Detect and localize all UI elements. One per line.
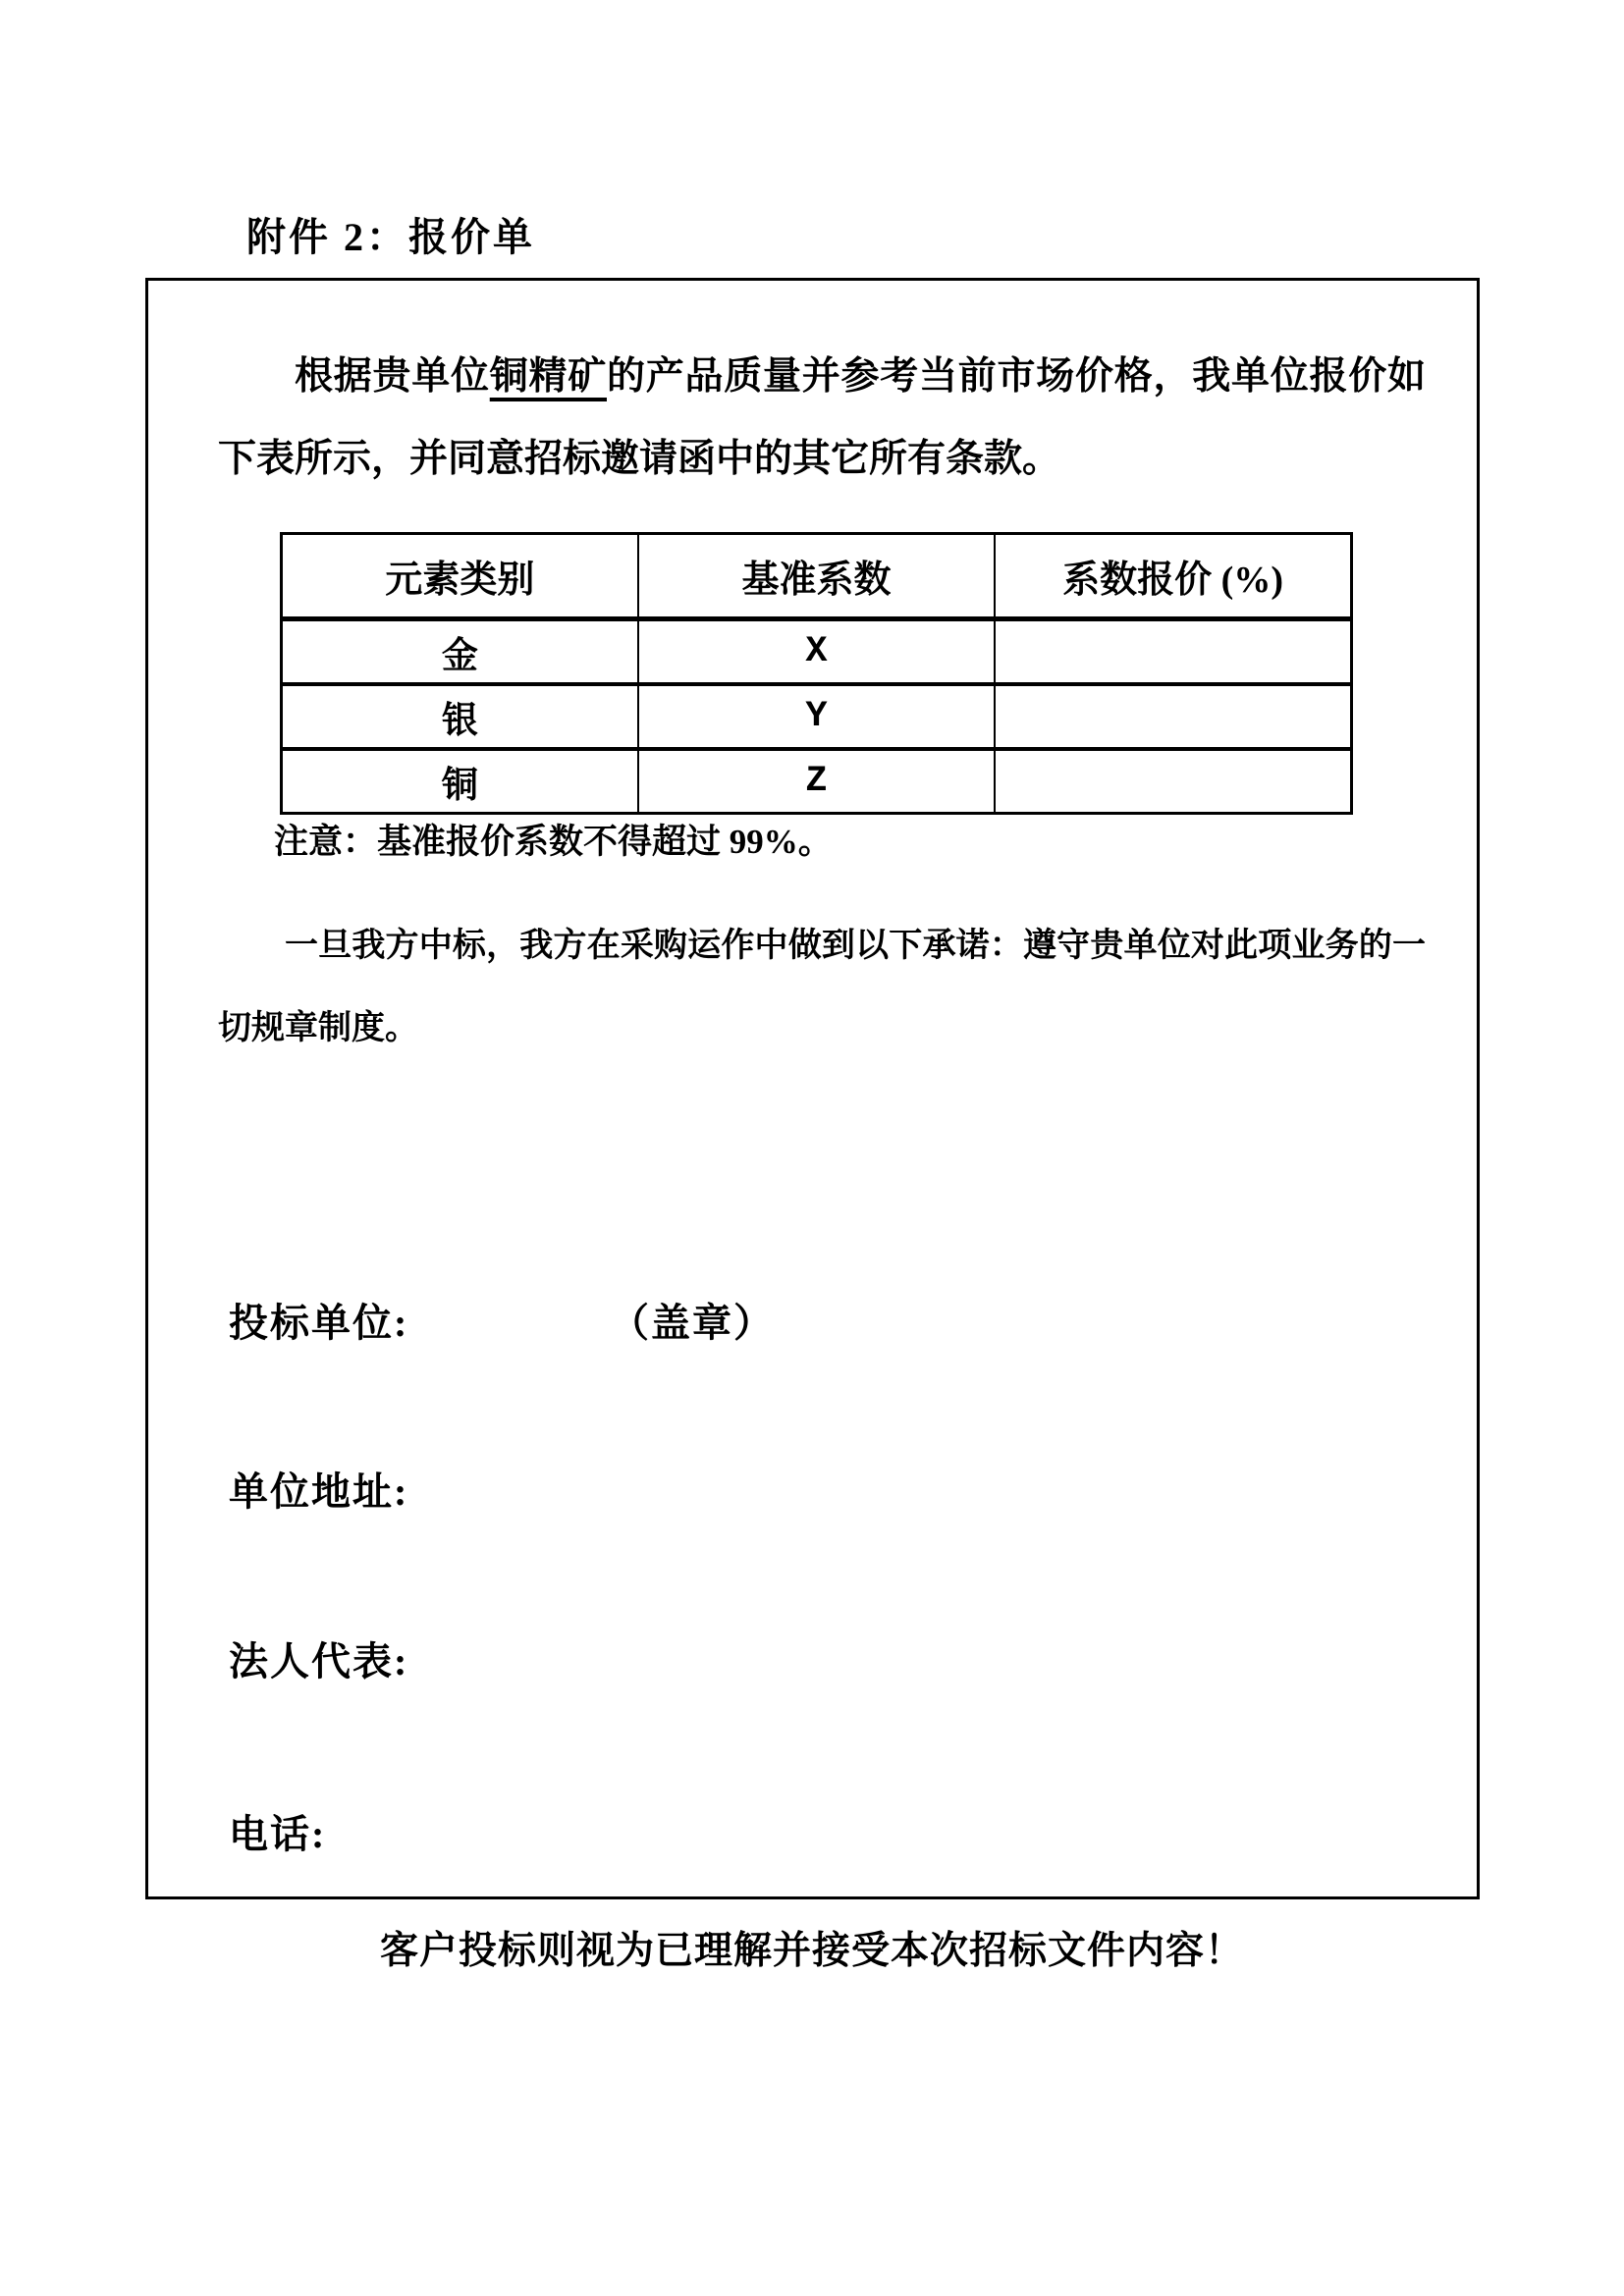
cell-coefficient-copper: Z [638,749,995,814]
cell-coefficient-silver: Y [638,684,995,749]
intro-underlined-term: 铜精矿 [489,355,607,398]
phone-label: 电话: [229,1812,327,1856]
seal-label: （盖章） [610,1301,775,1345]
intro-paragraph [218,336,1426,501]
bidder-unit-label: 投标单位: [229,1301,409,1345]
col-header-coefficient-quote: 系数报价 (%) [995,534,1351,619]
cell-element-gold: 金 [282,619,638,685]
quotation-table [280,532,1353,815]
col-header-base-coefficient: 基准系数 [638,534,995,619]
quotation-box [145,278,1480,1899]
legal-representative-label: 法人代表: [229,1639,409,1683]
cell-quote-copper [995,749,1351,814]
signature-bidder-line [229,1292,775,1348]
table-row-silver [282,684,1352,749]
col-header-element-category: 元素类别 [282,534,638,619]
cell-coefficient-gold: X [638,619,995,685]
table-header-row [282,534,1352,619]
unit-address-label: 单位地址: [229,1469,409,1514]
footer-note: 客户投标则视为已理解并接受本次招标文件内容！ [379,1930,1244,1972]
page-title: 附件 2：报价单 [246,215,535,259]
cell-quote-gold [995,619,1351,685]
commitment-paragraph: 一旦我方中标，我方在采购运作中做到以下承诺：遵守贵单位对此项业务的一切规章制度。 [218,928,1426,1046]
table-row-gold [282,619,1352,685]
intro-text-after: 的产品质量并参考当前市场价格，我单位报价如下表所示，并同意招标邀请函中的其它所有条款。 [218,355,1426,480]
cell-element-silver: 银 [282,684,638,749]
cell-element-copper: 铜 [282,749,638,814]
intro-text-before: 根据贵单位 [295,355,490,398]
table-row-copper [282,749,1352,814]
cell-quote-silver [995,684,1351,749]
table-note: 注意：基准报价系数不得超过 99%。 [274,823,833,861]
